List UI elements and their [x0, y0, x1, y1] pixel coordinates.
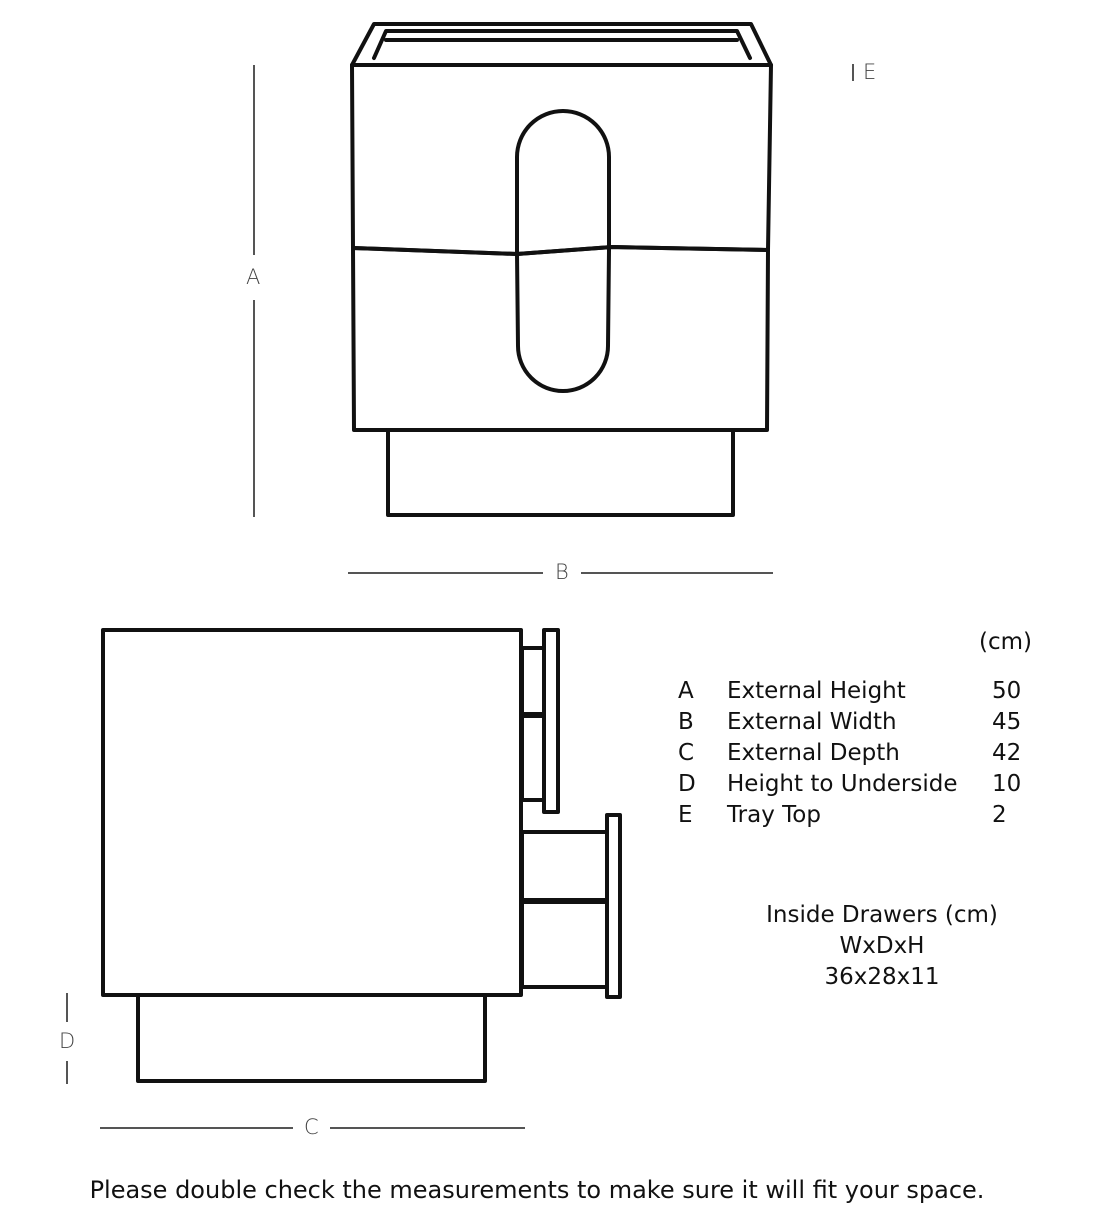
inside-drawers-value: 36x28x11	[824, 964, 940, 990]
spec-name: Tray Top	[727, 802, 821, 828]
side-body	[103, 630, 521, 995]
spec-letter: D	[678, 771, 696, 797]
spec-row	[676, 769, 1036, 800]
tray-top	[352, 24, 771, 65]
spec-unit-label: (cm)	[979, 629, 1032, 655]
front-view	[352, 24, 771, 515]
spec-letter: E	[678, 802, 693, 828]
spec-letter: A	[678, 678, 694, 704]
spec-value: 42	[992, 740, 1022, 766]
front-bottom-drawer	[353, 247, 768, 430]
dimension-label-c: C	[304, 1115, 319, 1139]
front-top-drawer	[352, 65, 771, 254]
upper-drawer-box-top	[522, 648, 544, 714]
spec-value: 50	[992, 678, 1022, 704]
spec-row	[676, 738, 1036, 769]
inside-drawers-block	[732, 900, 1032, 993]
inside-drawers-title: Inside Drawers (cm)	[766, 902, 998, 928]
spec-table	[676, 676, 1036, 831]
side-plinth	[138, 995, 485, 1081]
tray-top-inner-rim	[374, 31, 750, 58]
side-view	[103, 630, 620, 1081]
spec-row	[676, 800, 1036, 831]
lower-drawer-box-top	[522, 832, 607, 900]
upper-drawer-box-bottom	[522, 716, 544, 800]
spec-letter: C	[678, 740, 695, 766]
inside-drawers-format: WxDxH	[839, 933, 925, 959]
dimension-label-e: E	[863, 60, 877, 84]
spec-name: Height to Underside	[727, 771, 958, 797]
spec-value: 10	[992, 771, 1022, 797]
lower-drawer-box-bottom	[522, 902, 607, 987]
spec-row	[676, 676, 1036, 707]
spec-name: External Depth	[727, 740, 900, 766]
dimension-label-a: A	[246, 265, 261, 289]
spec-value: 45	[992, 709, 1022, 735]
spec-row	[676, 707, 1036, 738]
spec-name: External Height	[727, 678, 906, 704]
spec-value: 2	[992, 802, 1007, 828]
spec-name: External Width	[727, 709, 897, 735]
handle-lower-half	[517, 250, 609, 391]
spec-letter: B	[678, 709, 694, 735]
front-plinth	[388, 430, 733, 515]
upper-drawer-front-panel	[544, 630, 558, 812]
dimension-label-d: D	[59, 1029, 76, 1053]
dimension-label-b: B	[555, 560, 569, 584]
footer-note: Please double check the measurements to make sure it will fit your space.	[89, 1176, 985, 1204]
handle-upper-half	[517, 111, 609, 254]
